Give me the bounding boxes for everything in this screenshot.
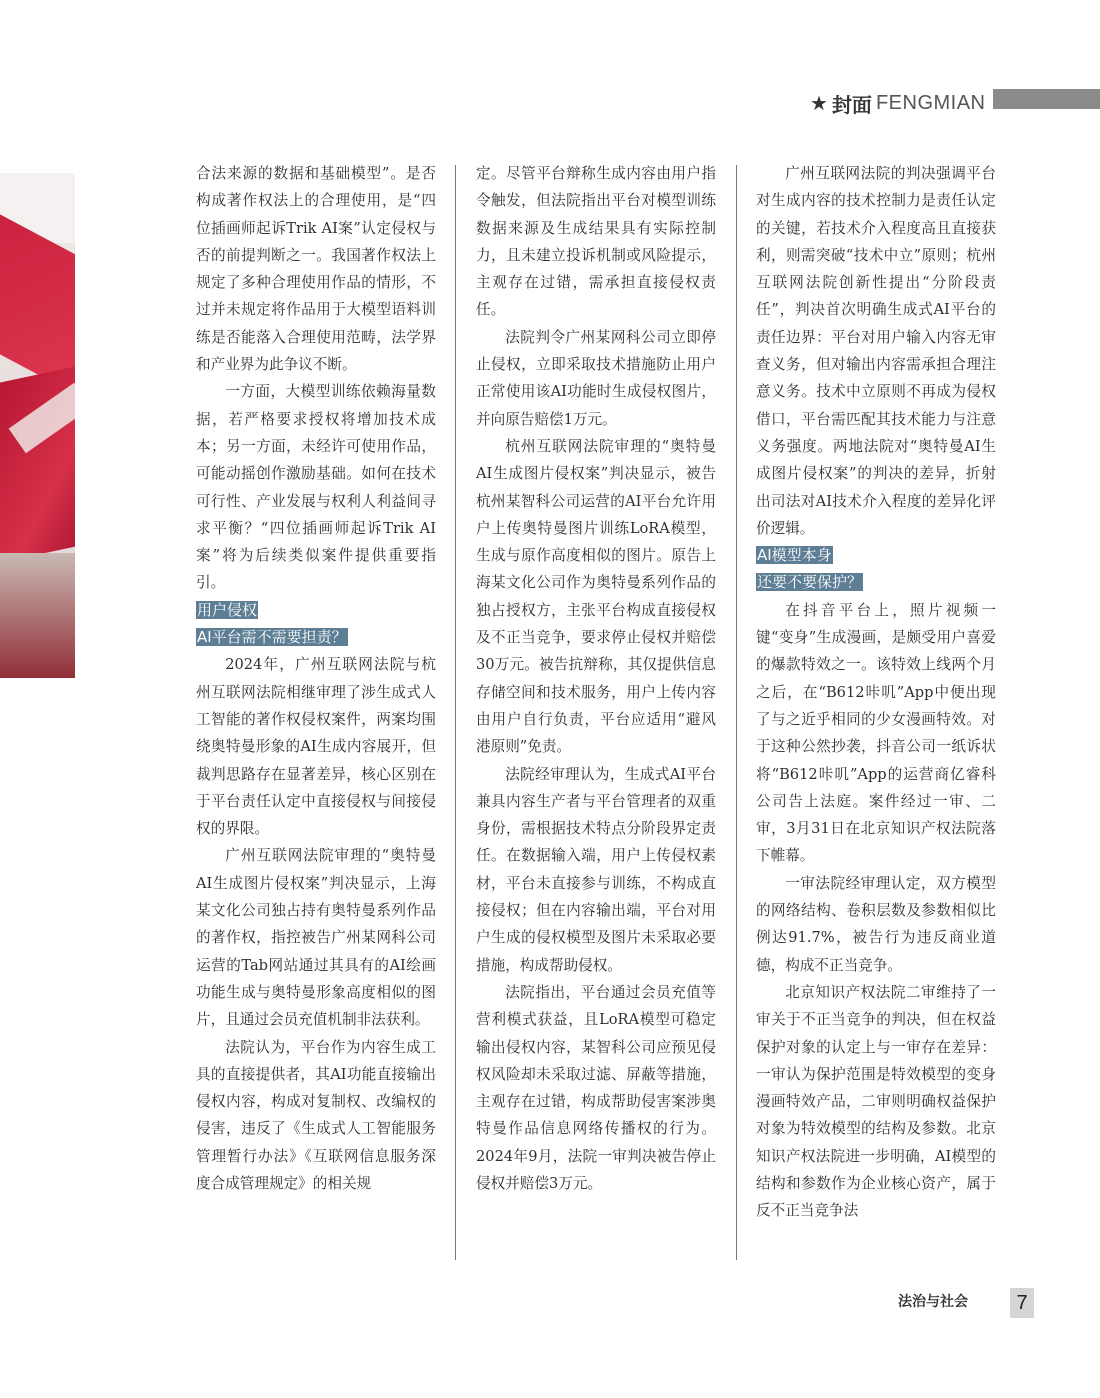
paragraph: 法院指出，平台通过会员充值等营利模式获益，且LoRA模型可稳定输出侵权内容，某智科公司应预见侵权风险却未采取过滤、屏蔽等措施，主观存在过错，构成帮助侵害案涉奥特曼作品信息网络传播权的行为。2024年9月，法院一审判决被告停止侵权并赔偿3万元。 [476, 983, 716, 1192]
article-column-2 [476, 160, 716, 1197]
subheading-line: 用户侵权 [197, 600, 258, 619]
subheading-2 [756, 542, 996, 569]
subheading-line: AI模型本身 [757, 546, 832, 565]
paragraph: 2024年，广州互联网法院与杭州互联网法院相继审理了涉生成式人工智能的著作权侵权案件，两案均围绕奥特曼形象的AI生成内容展开，但裁判思路存在显著差异，核心区别在于平台责任认定中直接侵权与间接侵权的界限。 [196, 656, 436, 838]
paragraph: 北京知识产权法院二审维持了一审关于不正当竞争的判决，但在权益保护对象的认定上与一审存在差异：一审认为保护范围是特效模型的变身漫画特效产品，二审则明确权益保护对象为特效模型的结构及参数。北京知识产权法院进一步明确，AI模型的结构和参数作为企业核心资产，属于反不正当竞争法 [756, 983, 996, 1220]
subheading-1b [196, 624, 436, 651]
column-divider [736, 165, 737, 1260]
cover-photo-fragment [0, 173, 75, 678]
paragraph: 定。尽管平台辩称生成内容由用户指令触发，但法院指出平台对模型训练数据来源及生成结果具有实际控制力，且未建立投诉机制或风险提示，主观存在过错，需承担直接侵权责任。 [476, 165, 716, 319]
article-column-1 [196, 160, 436, 1197]
section-header [810, 90, 986, 116]
column-divider [455, 165, 456, 1260]
section-title-en: FENGMIAN [875, 91, 986, 114]
paragraph: 法院认为，平台作为内容生成工具的直接提供者，其AI功能直接输出侵权内容，构成对复制权、改编权的侵害，违反了《生成式人工智能服务管理暂行办法》《互联网信息服务深度合成管理规定》的相关规 [196, 1038, 436, 1192]
paragraph: 一审法院经审理认定，双方模型的网络结构、卷积层数及参数相似比例达91.7%，被告行为违反商业道德，构成不正当竞争。 [756, 874, 996, 974]
subheading-2b [756, 569, 996, 596]
paragraph: 广州互联网法院审理的“奥特曼AI生成图片侵权案”判决显示，上海某文化公司独占持有奥特曼系列作品的著作权，指控被告广州某网科公司运营的Tab网站通过其具有的AI绘画功能生成与奥特曼形象高度相似的图片，且通过会员充值机制非法获利。 [196, 847, 436, 1029]
article-column-3 [756, 160, 996, 1225]
paragraph: 法院经审理认为，生成式AI平台兼具内容生产者与平台管理者的双重身份，需根据技术特点分阶段界定责任。在数据输入端，用户上传侵权素材，平台未直接参与训练，不构成直接侵权；但在内容输出端，平台对用户生成的侵权模型及图片未采取必要措施，构成帮助侵权。 [476, 765, 716, 974]
paragraph: 广州互联网法院的判决强调平台对生成内容的技术控制力是责任认定的关键，若技术介入程度高且直接获利，则需突破“技术中立”原则；杭州互联网法院创新性提出“分阶段责任”，判决首次明确生成式AI平台的责任边界：平台对用户输入内容无审查义务，但对输出内容需承担合理注意义务。技术中立原则不再成为侵权借口，平台需匹配其技术能力与注意义务强度。两地法院对“奥特曼AI生成图片侵权案”的判决的差异，折射出司法对AI技术介入程度的差异化评价逻辑。 [756, 165, 996, 537]
paragraph: 在抖音平台上，照片视频一键“变身”生成漫画，是颇受用户喜爱的爆款特效之一。该特效上线两个月之后，在“B612咔叽”App中便出现了与之近乎相同的少女漫画特效。对于这种公然抄袭，抖音公司一纸诉状将“B612咔叽”App的运营商亿睿科公司告上法庭。案件经过一审、二审，3月31日在北京知识产权法院落下帷幕。 [756, 601, 996, 865]
section-title-cn: 封面 [831, 92, 872, 117]
subheading-line: AI平台需不需要担责？ [197, 628, 347, 647]
page-number: 7 [1010, 1288, 1034, 1318]
magazine-name: 法治与社会 [898, 1294, 968, 1310]
header-bar [993, 89, 1100, 109]
paragraph: 合法来源的数据和基础模型”。是否构成著作权法上的合理使用，是“四位插画师起诉Trik AI案”认定侵权与否的前提判断之一。我国著作权法上规定了多种合理使用作品的情形，不过并未规定将作品用于大模型语料训练是否能落入合理使用范畴，法学界和产业界为此争议不断。 [196, 165, 436, 374]
star-icon: ★ [810, 91, 828, 115]
paragraph: 杭州互联网法院审理的“奥特曼AI生成图片侵权案”判决显示，被告杭州某智科公司运营的AI平台允许用户上传奥特曼图片训练LoRA模型，生成与原作高度相似的图片。原告上海某文化公司作为奥特曼系列作品的独占授权方，主张平台构成直接侵权及不正当竞争，要求停止侵权并赔偿30万元。被告抗辩称，其仅提供信息存储空间和技术服务，用户上传内容由用户自行负责，平台应适用“避风港原则”免责。 [476, 437, 716, 756]
paragraph: 一方面，大模型训练依赖海量数据，若严格要求授权将增加技术成本；另一方面，未经许可使用作品，可能动摇创作激励基础。如何在技术可行性、产业发展与权利人利益间寻求平衡？“四位插画师起诉Trik AI案”将为后续类似案件提供重要指引。 [196, 383, 436, 592]
subheading-line: 还要不要保护？ [757, 573, 863, 592]
paragraph: 法院判令广州某网科公司立即停止侵权，立即采取技术措施防止用户正常使用该AI功能时生成侵权图片，并向原告赔偿1万元。 [476, 328, 716, 428]
subheading-1 [196, 597, 436, 624]
